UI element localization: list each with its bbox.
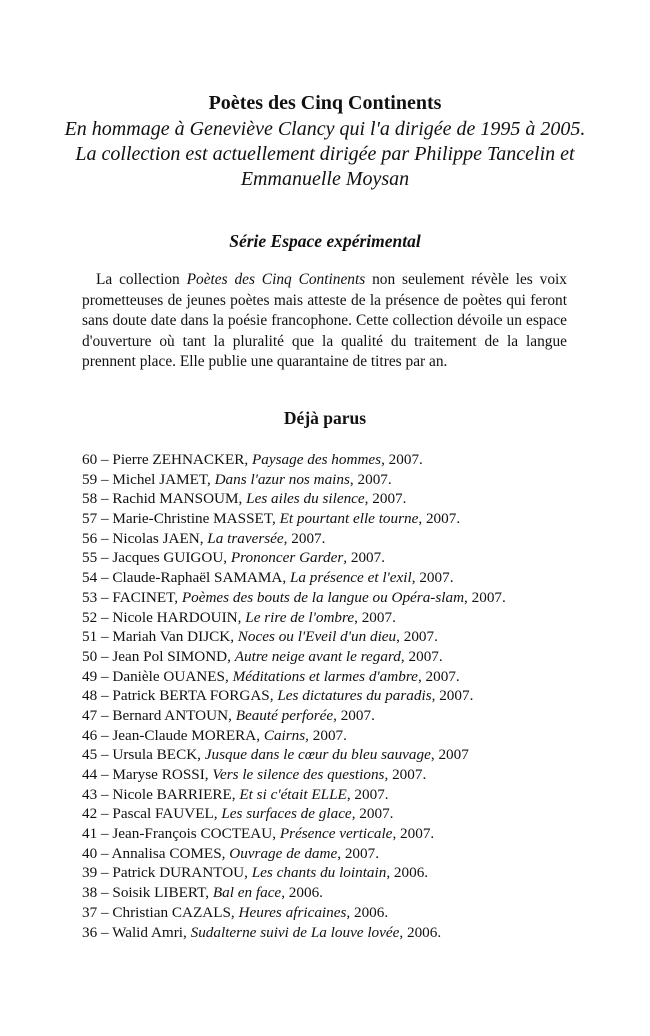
series-title: Série Espace expérimental bbox=[229, 231, 421, 251]
book-title: Jusque dans le cœur du bleu sauvage bbox=[204, 746, 431, 764]
book-author: 43 – Nicole BARRIERE, bbox=[82, 785, 240, 803]
description-intro: La collection bbox=[96, 271, 187, 288]
book-year: , 2006. bbox=[399, 923, 442, 941]
book-entry bbox=[82, 470, 602, 490]
book-author: 53 – FACINET, bbox=[82, 588, 182, 606]
book-author: 54 – Claude-Raphaël SAMAMA, bbox=[82, 569, 290, 587]
book-title: Et pourtant elle tourne bbox=[279, 510, 419, 528]
book-year: , 2007. bbox=[411, 569, 454, 587]
book-year: , 2007. bbox=[343, 549, 386, 567]
book-author: 56 – Nicolas JAEN, bbox=[82, 529, 208, 547]
book-author: 40 – Annalisa COMES, bbox=[82, 844, 230, 862]
book-author: 37 – Christian CAZALS, bbox=[82, 903, 239, 921]
book-author: 52 – Nicole HARDOUIN, bbox=[82, 608, 246, 626]
book-author: 38 – Soisik LIBERT, bbox=[82, 884, 213, 902]
book-title: Dans l'azur nos mains bbox=[214, 470, 350, 488]
book-entry bbox=[82, 529, 602, 549]
book-year: , 2006. bbox=[346, 903, 389, 921]
deja-parus-heading: Déjà parus bbox=[283, 408, 367, 428]
book-title: Poèmes des bouts de la langue ou Opéra-slam bbox=[181, 588, 465, 606]
book-author: 46 – Jean-Claude MORERA, bbox=[82, 726, 264, 744]
book-year: , 2007. bbox=[333, 706, 375, 724]
book-author: 36 – Walid Amri, bbox=[82, 923, 191, 941]
book-entry bbox=[82, 824, 602, 844]
book-entry bbox=[82, 548, 602, 568]
book-title: Sudalterne suivi de La louve lovée bbox=[190, 923, 400, 941]
book-year: , 2007. bbox=[305, 726, 347, 744]
book-entry bbox=[82, 844, 602, 864]
book-title: Présence verticale bbox=[279, 825, 393, 843]
book-title: Noces ou l'Eveil d'un dieu bbox=[237, 628, 397, 646]
book-year: , 2007. bbox=[396, 628, 438, 646]
book-entry bbox=[82, 883, 602, 903]
book-year: , 2007. bbox=[400, 647, 443, 665]
book-title: Méditations et larmes d'ambre bbox=[232, 667, 418, 685]
collection-description bbox=[82, 270, 567, 373]
book-title: Autre neige avant le regard bbox=[234, 647, 401, 665]
book-year: , 2007. bbox=[351, 805, 394, 823]
book-title: Vers le silence des questions bbox=[212, 766, 385, 783]
book-entry bbox=[82, 765, 602, 785]
book-entry bbox=[82, 509, 602, 529]
published-books-list bbox=[82, 450, 602, 942]
book-entry bbox=[82, 706, 602, 726]
collection-title: Poètes des Cinq Continents bbox=[208, 92, 442, 114]
book-year: , 2007. bbox=[418, 510, 461, 528]
book-entry bbox=[82, 489, 602, 509]
book-year: , 2006. bbox=[386, 864, 429, 882]
book-year: , 2007. bbox=[464, 588, 506, 606]
book-year: , 2007. bbox=[431, 687, 474, 705]
book-entry bbox=[82, 627, 602, 647]
book-author: 50 – Jean Pol SIMOND, bbox=[82, 647, 235, 665]
book-year: , 2007. bbox=[417, 667, 460, 685]
book-title: Bal en face bbox=[212, 884, 282, 902]
description-collection-name: Poètes des Cinq Continents bbox=[186, 271, 366, 288]
book-entry bbox=[82, 667, 602, 687]
book-author: 47 – Bernard ANTOUN, bbox=[82, 706, 236, 724]
book-title: Les dictatures du paradis bbox=[277, 687, 432, 705]
book-entry bbox=[82, 804, 602, 824]
book-year: , 2007. bbox=[392, 825, 435, 843]
book-year: , 2007. bbox=[283, 529, 326, 547]
book-author: 58 – Rachid MANSOUM, bbox=[82, 490, 247, 508]
book-year: , 2007. bbox=[381, 451, 423, 468]
book-entry bbox=[82, 568, 602, 588]
book-year: , 2007. bbox=[349, 470, 392, 488]
book-entry bbox=[82, 686, 602, 706]
book-title: Cairns bbox=[263, 726, 306, 744]
book-title: Et si c'était ELLE bbox=[239, 785, 347, 803]
book-entry bbox=[82, 923, 602, 943]
book-title: La traversée bbox=[207, 529, 284, 547]
book-entry bbox=[82, 588, 602, 608]
book-title: Prononcer Garder bbox=[230, 549, 344, 567]
book-author: 39 – Patrick DURANTOU, bbox=[82, 864, 252, 882]
book-author: 41 – Jean-François COCTEAU, bbox=[82, 825, 280, 843]
book-year: , 2007. bbox=[354, 608, 396, 626]
book-title: Les chants du lointain bbox=[251, 864, 387, 882]
book-year: , 2007. bbox=[346, 785, 389, 803]
book-author: 59 – Michel JAMET, bbox=[82, 470, 215, 488]
book-year: , 2006. bbox=[281, 884, 323, 902]
book-author: 55 – Jacques GUIGOU, bbox=[82, 549, 231, 567]
book-entry bbox=[82, 608, 602, 628]
book-title: Beauté perforée bbox=[235, 706, 334, 724]
book-author: 45 – Ursula BECK, bbox=[82, 746, 205, 764]
book-author: 42 – Pascal FAUVEL, bbox=[82, 805, 222, 823]
book-year: , 2007 bbox=[430, 746, 469, 764]
book-entry bbox=[82, 450, 602, 470]
book-entry bbox=[82, 863, 602, 883]
description-body: non seulement révèle les voix prometteuses de jeunes poètes mais atteste de la présence de poètes qui feront sans doute date dans la poésie francophone. Cette collection dévoile un espace d'ouverture où tant la pluralité que la qualité du traitement de la langue prennent place. Elle publie une quarantaine de titres par an. bbox=[82, 271, 567, 370]
book-entry bbox=[82, 785, 602, 805]
book-year: , 2007. bbox=[337, 844, 379, 862]
book-title: Heures africaines bbox=[238, 903, 347, 921]
book-entry bbox=[82, 726, 602, 746]
book-year: , 2007. bbox=[364, 490, 407, 508]
book-title: La présence et l'exil bbox=[289, 569, 412, 587]
book-author: 44 – Maryse ROSSI, bbox=[82, 766, 213, 783]
book-author: 60 – Pierre ZEHNACKER, bbox=[82, 451, 252, 468]
book-entry bbox=[82, 745, 602, 765]
book-title: Les surfaces de glace bbox=[221, 805, 352, 823]
book-title: Paysage des hommes bbox=[252, 451, 382, 468]
collection-dedication: En hommage à Geneviève Clancy qui l'a dirigée de 1995 à 2005. La collection est actuellement dirigée par Philippe Tancelin et Emmanuelle Moysan bbox=[64, 118, 586, 190]
book-year: , 2007. bbox=[384, 766, 427, 783]
book-title: Les ailes du silence bbox=[246, 490, 365, 508]
book-author: 48 – Patrick BERTA FORGAS, bbox=[82, 687, 278, 705]
book-author: 49 – Danièle OUANES, bbox=[82, 667, 233, 685]
book-title: Ouvrage de dame bbox=[229, 844, 338, 862]
book-author: 57 – Marie-Christine MASSET, bbox=[82, 510, 280, 528]
book-entry bbox=[82, 903, 602, 923]
book-entry bbox=[82, 647, 602, 667]
book-title: Le rire de l'ombre bbox=[245, 608, 355, 626]
book-author: 51 – Mariah Van DIJCK, bbox=[82, 628, 238, 646]
